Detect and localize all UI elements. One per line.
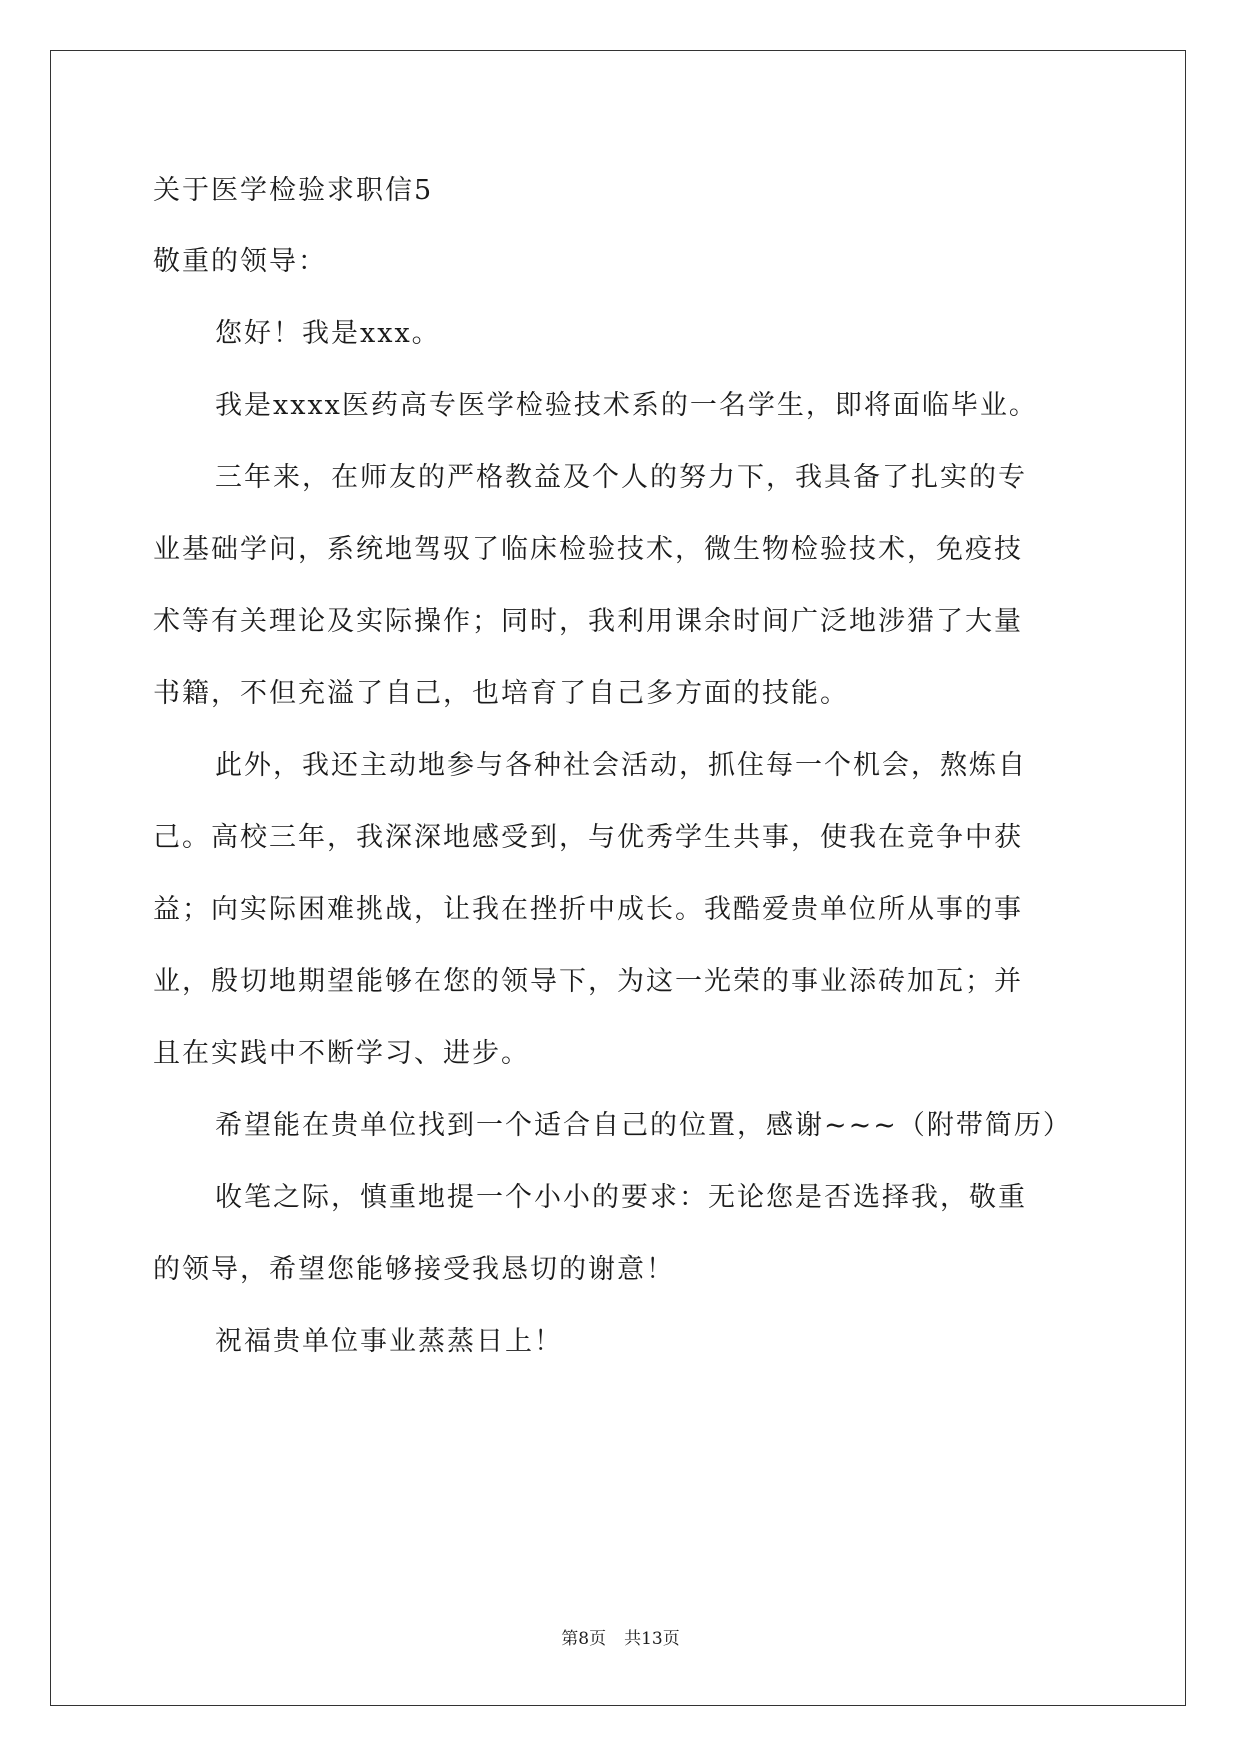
paragraph-line: 且在实践中不断学习、进步。 — [153, 1038, 530, 1069]
paragraph-line: 我是xxxx医药高专医学检验技术系的一名学生，即将面临毕业。 — [215, 390, 1038, 421]
paragraph-line: 益；向实际困难挑战，让我在挫折中成长。我酷爱贵单位所从事的事 — [153, 894, 1023, 925]
greeting: 敬重的领导： — [153, 246, 327, 277]
paragraph-line: 三年来，在师友的严格教益及个人的努力下，我具备了扎实的专 — [215, 462, 1027, 493]
paragraph-line: 的领导，希望您能够接受我恳切的谢意！ — [153, 1254, 675, 1285]
paragraph-line: 业，殷切地期望能够在您的领导下，为这一光荣的事业添砖加瓦；并 — [153, 966, 1023, 997]
paragraph-line: 祝福贵单位事业蒸蒸日上！ — [215, 1326, 563, 1357]
paragraph-line: 收笔之际，慎重地提一个小小的要求：无论您是否选择我，敬重 — [215, 1182, 1027, 1213]
page-number-current: 第8页 — [561, 1629, 607, 1649]
paragraph-line: 此外，我还主动地参与各种社会活动，抓住每一个机会，熬炼自 — [215, 750, 1027, 781]
paragraph-line: 术等有关理论及实际操作；同时，我利用课余时间广泛地涉猎了大量 — [153, 606, 1023, 637]
paragraph-line: 您好！我是xxx。 — [215, 318, 441, 349]
paragraph-line: 书籍，不但充溢了自己，也培育了自己多方面的技能。 — [153, 678, 849, 709]
paragraph-line: 己。高校三年，我深深地感受到，与优秀学生共事，使我在竞争中获 — [153, 822, 1023, 853]
page-footer — [0, 1624, 1241, 1649]
document-title: 关于医学检验求职信5 — [153, 175, 434, 206]
page-border — [50, 50, 1186, 1706]
page-number-total: 共13页 — [624, 1629, 680, 1649]
paragraph-line: 希望能在贵单位找到一个适合自己的位置，感谢~~~（附带简历） — [215, 1110, 1072, 1141]
paragraph-line: 业基础学问，系统地驾驭了临床检验技术，微生物检验技术，免疫技 — [153, 534, 1023, 565]
